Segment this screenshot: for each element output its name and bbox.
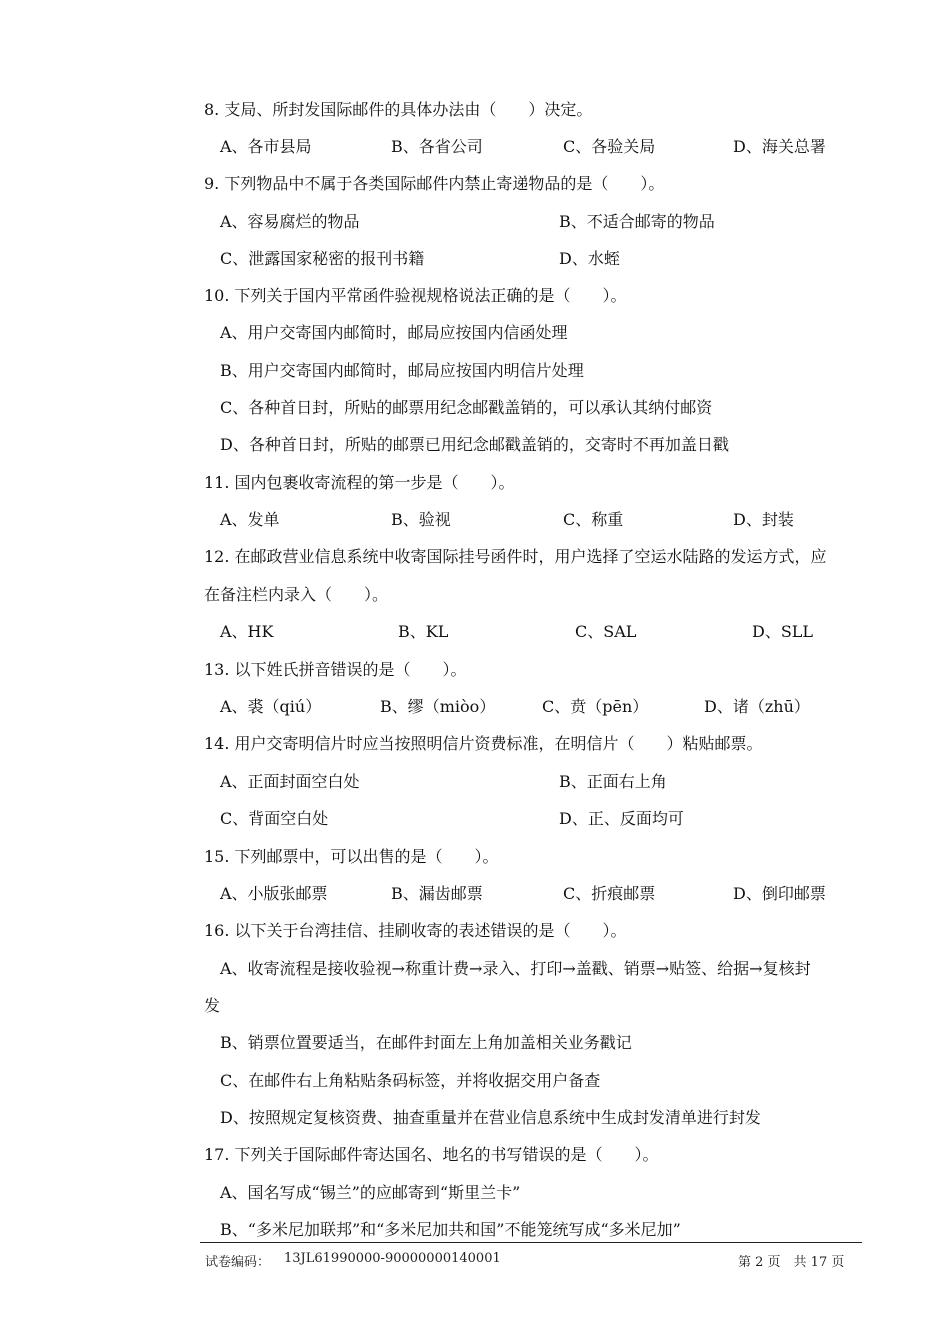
question-12-option-b: B、KL bbox=[398, 622, 449, 641]
question-12-option-d: D、SLL bbox=[752, 622, 814, 641]
question-9-option-d: D、水蛭 bbox=[559, 249, 620, 268]
question-8-option-c: C、各验关局 bbox=[563, 137, 656, 156]
question-15-option-a: A、小版张邮票 bbox=[220, 884, 328, 903]
question-8-option-b: B、各省公司 bbox=[391, 137, 483, 156]
question-11-option-c: C、称重 bbox=[563, 510, 624, 529]
question-13-stem: 13. 以下姓氏拼音错误的是（ ）。 bbox=[204, 660, 467, 679]
question-14-option-d: D、正、反面均可 bbox=[559, 809, 684, 828]
question-16-option-a: A、收寄流程是接收验视→称重计费→录入、打印→盖戳、销票→贴签、给据→复核封 bbox=[220, 959, 811, 978]
question-13-option-b: B、缪（miòo） bbox=[380, 697, 496, 716]
page-number: 第 2 页 共 17 页 bbox=[738, 1255, 845, 1270]
question-14-stem: 14. 用户交寄明信片时应当按照明信片资费标准，在明信片（ ）粘贴邮票。 bbox=[204, 734, 763, 753]
question-12-option-c: C、SAL bbox=[575, 622, 637, 641]
question-10-option-c: C、各种首日封，所贴的邮票用纪念邮戳盖销的，可以承认其纳付邮资 bbox=[220, 398, 713, 417]
question-11-option-b: B、验视 bbox=[391, 510, 451, 529]
question-15-option-c: C、折痕邮票 bbox=[563, 884, 656, 903]
question-9-stem: 9. 下列物品中不属于各类国际邮件内禁止寄递物品的是（ ）。 bbox=[204, 174, 665, 193]
question-16-option-a-continued: 发 bbox=[204, 996, 221, 1015]
question-17-option-a: A、国名写成“锡兰”的应邮寄到“斯里兰卡” bbox=[220, 1183, 521, 1202]
question-15-option-d: D、倒印邮票 bbox=[733, 884, 826, 903]
question-10-option-a: A、用户交寄国内邮简时，邮局应按国内信函处理 bbox=[220, 323, 568, 342]
question-14-option-b: B、正面右上角 bbox=[559, 772, 667, 791]
question-9-option-a: A、容易腐烂的物品 bbox=[220, 212, 360, 231]
question-8-option-a: A、各市县局 bbox=[220, 137, 312, 156]
question-10-option-d: D、各种首日封，所贴的邮票已用纪念邮戳盖销的，交寄时不再加盖日戳 bbox=[220, 435, 729, 454]
question-8-stem: 8. 支局、所封发国际邮件的具体办法由（ ）决定。 bbox=[204, 100, 593, 119]
question-15-stem: 15. 下列邮票中，可以出售的是（ ）。 bbox=[204, 847, 499, 866]
question-13-option-a: A、裘（qiú） bbox=[220, 697, 322, 716]
question-10-stem: 10. 下列关于国内平常函件验视规格说法正确的是（ ）。 bbox=[204, 286, 627, 305]
question-13-option-d: D、诸（zhū） bbox=[704, 697, 810, 716]
question-16-option-b: B、销票位置要适当，在邮件封面左上角加盖相关业务戳记 bbox=[220, 1033, 632, 1052]
question-17-option-b: B、“多米尼加联邦”和“多米尼加共和国”不能笼统写成“多米尼加” bbox=[220, 1220, 681, 1239]
footer-divider bbox=[200, 1242, 862, 1243]
question-10-option-b: B、用户交寄国内邮简时，邮局应按国内明信片处理 bbox=[220, 361, 584, 380]
question-13-option-c: C、贲（pēn） bbox=[542, 697, 649, 716]
question-17-stem: 17. 下列关于国际邮件寄达国名、地名的书写错误的是（ ）。 bbox=[204, 1145, 659, 1164]
question-8-option-d: D、海关总署 bbox=[733, 137, 826, 156]
question-14-option-a: A、正面封面空白处 bbox=[220, 772, 360, 791]
question-16-option-d: D、按照规定复核资费、抽查重量并在营业信息系统中生成封发清单进行封发 bbox=[220, 1108, 761, 1127]
question-12-stem-continued: 在备注栏内录入（ ）。 bbox=[204, 585, 389, 604]
question-12-option-a: A、HK bbox=[220, 622, 274, 641]
exam-code-value: 13JL61990000-90000000140001 bbox=[284, 1251, 501, 1266]
question-11-stem: 11. 国内包裹收寄流程的第一步是（ ）。 bbox=[204, 473, 515, 492]
question-11-option-a: A、发单 bbox=[220, 510, 280, 529]
question-15-option-b: B、漏齿邮票 bbox=[391, 884, 483, 903]
question-16-stem: 16. 以下关于台湾挂信、挂刷收寄的表述错误的是（ ）。 bbox=[204, 921, 627, 940]
question-16-option-c: C、在邮件右上角粘贴条码标签，并将收据交用户备查 bbox=[220, 1071, 601, 1090]
question-11-option-d: D、封装 bbox=[733, 510, 794, 529]
question-12-stem: 12. 在邮政营业信息系统中收寄国际挂号函件时，用户选择了空运水陆路的发运方式，应 bbox=[204, 547, 827, 566]
question-9-option-b: B、不适合邮寄的物品 bbox=[559, 212, 715, 231]
question-9-option-c: C、泄露国家秘密的报刊书籍 bbox=[220, 249, 425, 268]
question-14-option-c: C、背面空白处 bbox=[220, 809, 329, 828]
exam-code-label: 试卷编码： bbox=[205, 1255, 271, 1270]
